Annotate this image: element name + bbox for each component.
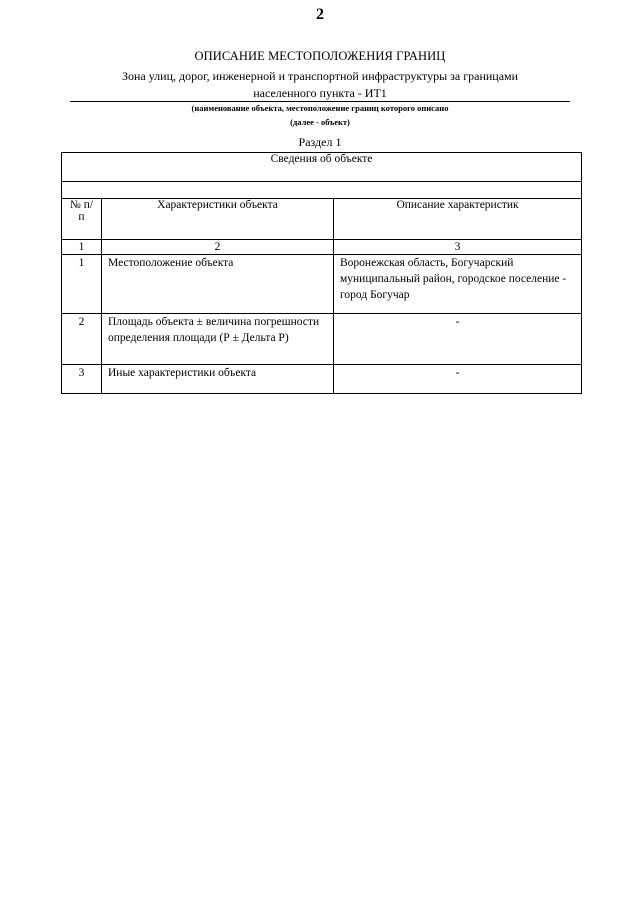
column-number-row [62, 240, 582, 255]
row-characteristic: Местоположение объекта [102, 255, 334, 314]
table-row [62, 255, 582, 314]
table-header: Сведения об объекте [62, 153, 582, 182]
column-number: 3 [334, 240, 582, 255]
object-name-line-1: Зона улиц, дорог, инженерной и транспортной инфраструктуры за границами [121, 69, 519, 83]
row-description: - [334, 365, 582, 394]
row-description: - [334, 314, 582, 365]
row-description: Воронежская область, Богучарский муниципальный район, городское поселение - город Богучар [334, 255, 582, 314]
row-characteristic: Площадь объекта ± величина погрешности определения площади (Р ± Дельта Р) [102, 314, 334, 365]
table-empty-row [62, 182, 582, 199]
document-title: ОПИСАНИЕ МЕСТОПОЛОЖЕНИЯ ГРАНИЦ [194, 49, 446, 63]
row-number: 2 [62, 314, 102, 365]
table-row [62, 314, 582, 365]
underline-rule [70, 101, 570, 102]
object-name [80, 68, 560, 102]
column-number: 2 [102, 240, 334, 255]
table-header-row [62, 153, 582, 182]
object-info-table [61, 152, 582, 394]
row-characteristic: Иные характеристики объекта [102, 365, 334, 394]
column-number: 1 [62, 240, 102, 255]
column-header-description: Описание характеристик [334, 199, 582, 240]
caption-line-2: (далее - объект) [290, 117, 350, 127]
table-row [62, 365, 582, 394]
page-number: 2 [316, 6, 324, 23]
object-name-line-2: населенного пункта - ИТ1 [253, 86, 387, 100]
column-header-characteristic: Характеристики объекта [102, 199, 334, 240]
caption-line-1: (наименование объекта, местоположение границ которого описано [191, 103, 449, 113]
section-title: Раздел 1 [298, 135, 342, 149]
row-number: 1 [62, 255, 102, 314]
column-header-num: № п/п [62, 199, 102, 240]
row-number: 3 [62, 365, 102, 394]
empty-cell [62, 182, 582, 199]
column-header-row [62, 199, 582, 240]
